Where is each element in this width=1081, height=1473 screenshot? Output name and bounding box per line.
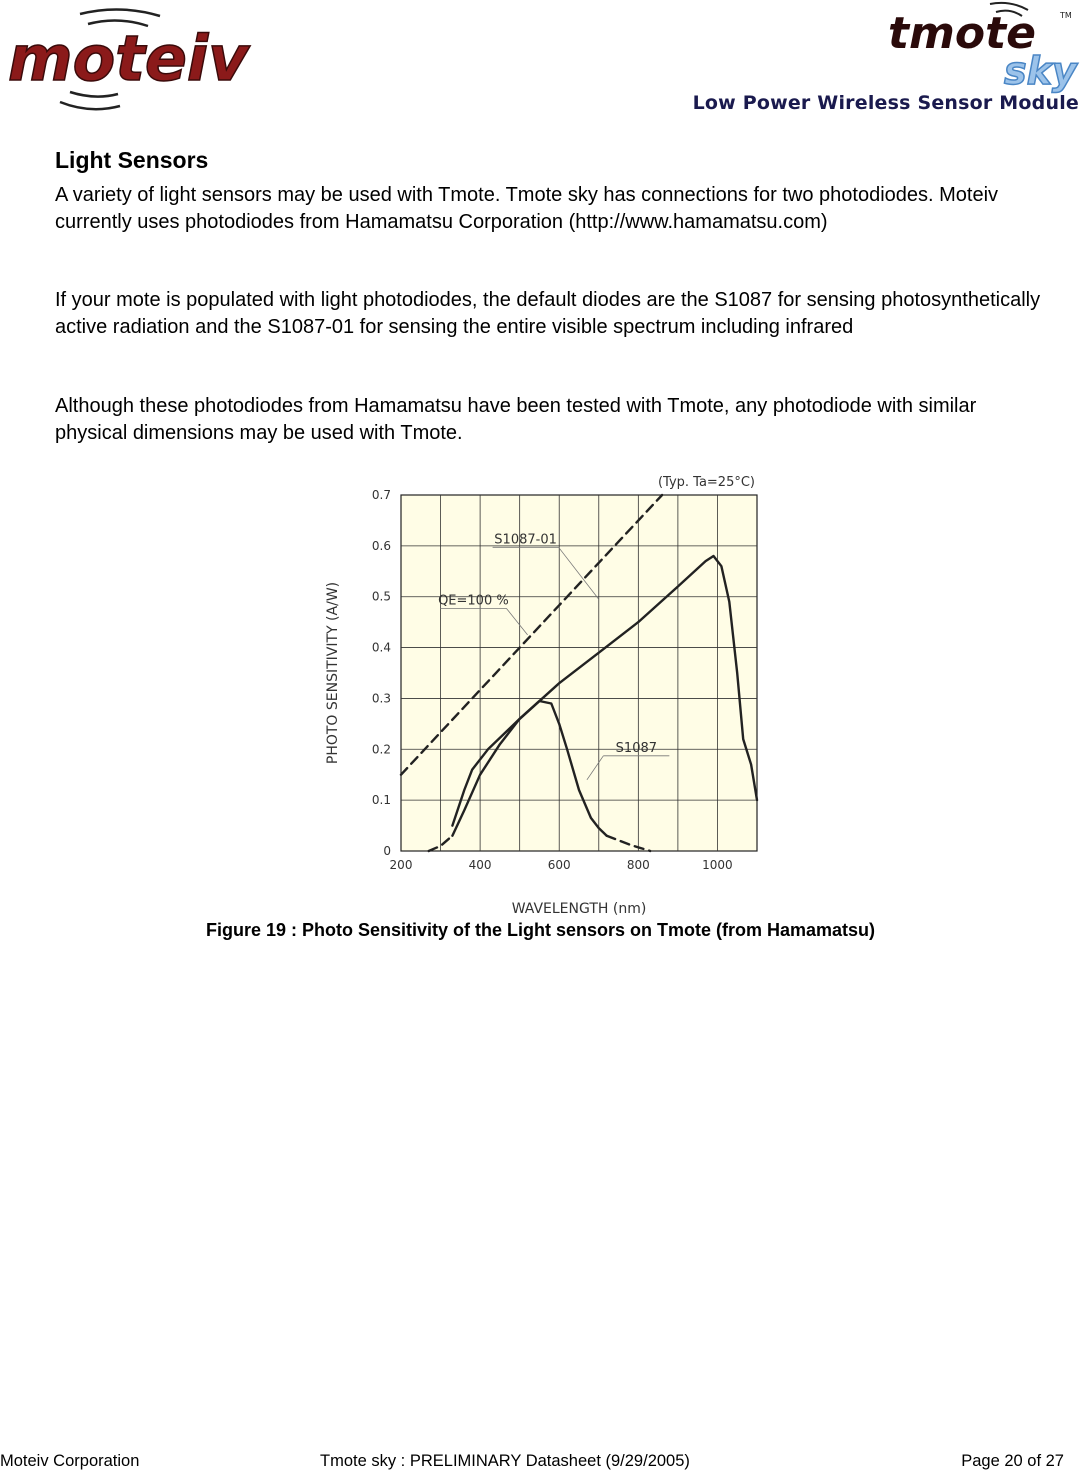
y-tick-label: 0.2 <box>371 742 391 757</box>
footer-page-number: Page 20 of 27 <box>961 1452 1064 1470</box>
x-tick-label: 200 <box>389 858 413 872</box>
annotation-label: S1087 <box>615 740 658 756</box>
y-tick-label: 0.1 <box>371 793 391 808</box>
plot-area <box>401 495 757 851</box>
x-tick-label: 1000 <box>702 858 733 872</box>
tmote-logo-text: tmote <box>888 8 1036 59</box>
x-axis-label: WAVELENGTH (nm) <box>511 901 647 917</box>
sky-logo-text: sky <box>1004 49 1077 93</box>
footer-company: Moteiv Corporation <box>0 1452 140 1470</box>
x-tick-label: 800 <box>626 858 650 872</box>
tagline: Low Power Wireless Sensor Module <box>692 92 1079 114</box>
x-tick-label: 400 <box>468 858 492 872</box>
moteiv-logo <box>0 0 310 120</box>
y-tick-label: 0.4 <box>371 640 391 655</box>
y-tick-label: 0 <box>383 844 391 858</box>
y-tick-label: 0.7 <box>371 488 391 502</box>
y-tick-label: 0.3 <box>371 691 391 706</box>
trademark-text: TM <box>1060 11 1072 20</box>
y-tick-label: 0.6 <box>371 538 391 553</box>
figure-caption: Figure 19 : Photo Sensitivity of the Light sensors on Tmote (from Hamamatsu) <box>205 920 876 940</box>
x-tick-label: 600 <box>547 858 571 872</box>
moteiv-logo-text: moteiv <box>8 22 249 95</box>
annotation-label: QE=100 % <box>438 593 509 609</box>
paragraph-compatibility: Although these photodiodes from Hamamatsu have been tested with Tmote, any photodiode with similar physical dimensions may be used with Tmote. <box>55 395 977 444</box>
annotation-label: S1087-01 <box>494 532 557 548</box>
paragraph-default-diodes: If your mote is populated with light photodiodes, the default diodes are the S1087 for sensing photosynthetically active radiation and the S1087-01 for sensing the entire visible spectrum including infrared <box>55 289 1041 338</box>
footer-document-title: Tmote sky : PRELIMINARY Datasheet (9/29/2005) <box>320 1452 690 1470</box>
paragraph-intro: A variety of light sensors may be used with Tmote. Tmote sky has connections for two photodiodes. Moteiv currently uses photodiodes from Hamamatsu Corporation (http://www.hamamatsu.com) <box>55 184 999 233</box>
condition-label: (Typ. Ta=25°C) <box>657 475 755 490</box>
y-axis-label: PHOTO SENSITIVITY (A/W) <box>325 581 341 765</box>
section-title: Light Sensors <box>55 147 209 173</box>
y-tick-label: 0.5 <box>371 589 391 604</box>
photo-sensitivity-chart <box>300 468 780 918</box>
tmote-sky-logo <box>870 0 1081 95</box>
